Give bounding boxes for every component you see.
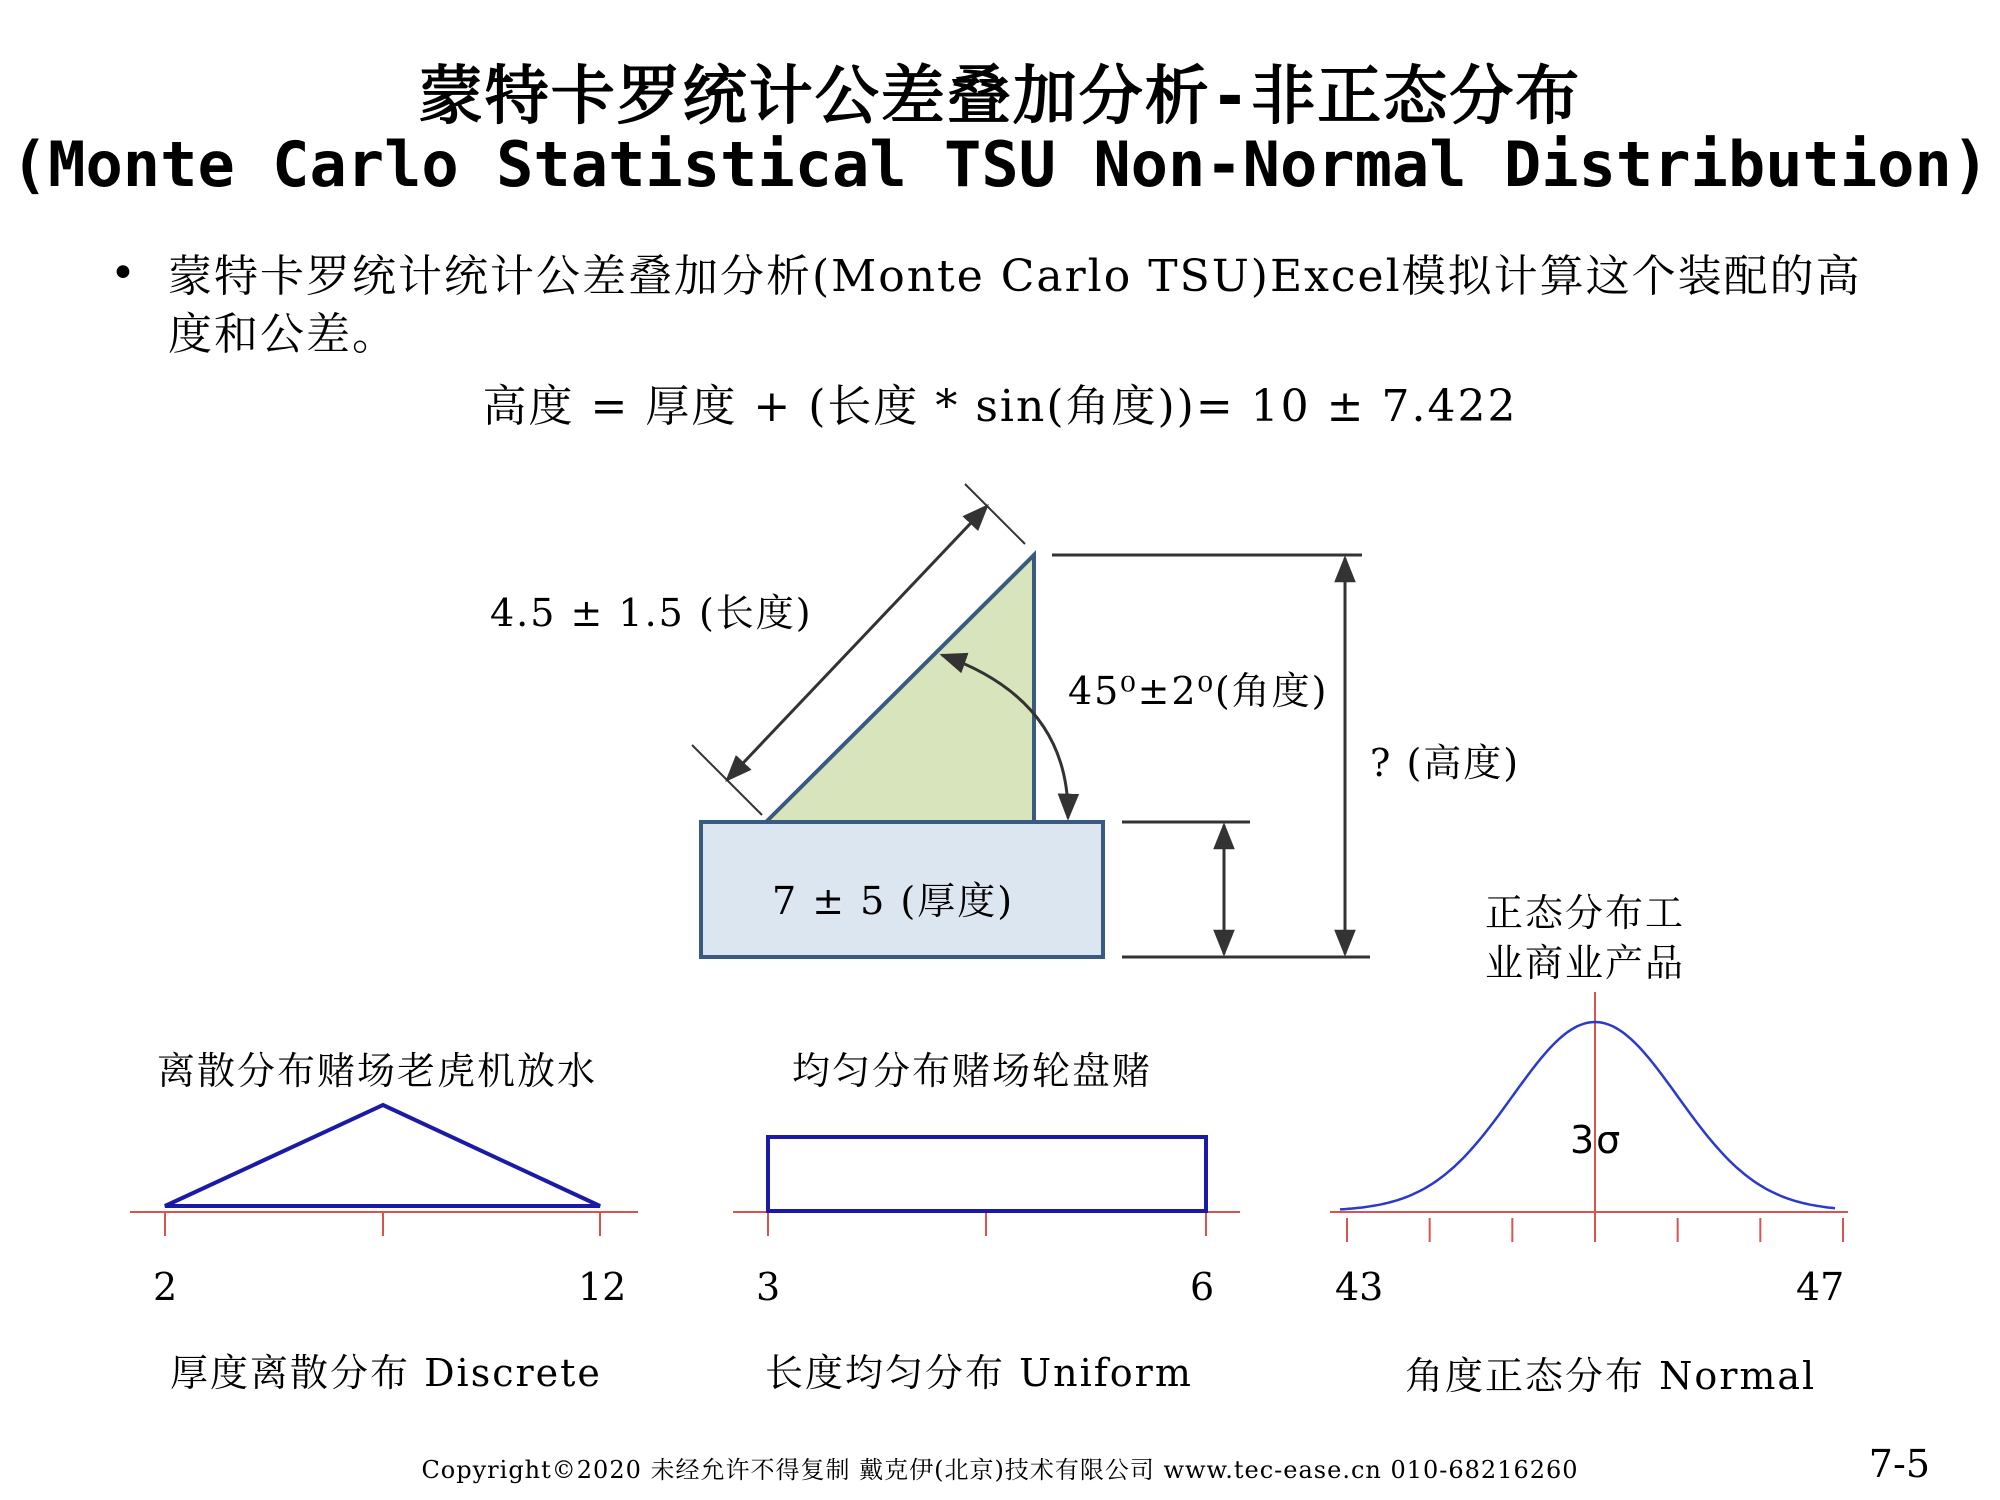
uniform-title: 均匀分布赌场轮盘赌 [792,1049,1153,1093]
thickness-label: 7 ± 5 (厚度) [772,879,1015,923]
angle-label: 45⁰±2⁰(角度) [1068,669,1329,713]
uniform-min-value: 3 [756,1265,781,1309]
uniform-caption: 长度均匀分布 Uniform [765,1351,1193,1395]
normal-caption: 角度正态分布 Normal [1405,1354,1817,1398]
normal-distribution-plot [1330,992,1848,1242]
height-label: ? (高度) [1370,741,1521,785]
discrete-caption: 厚度离散分布 Discrete [170,1351,602,1395]
uniform-distribution-plot [733,1137,1240,1236]
discrete-title: 离散分布赌场老虎机放水 [157,1049,598,1093]
length-extension-top [965,484,1025,544]
normal-min-value: 43 [1335,1265,1384,1309]
uniform-max-value: 6 [1190,1265,1215,1309]
discrete-triangle [165,1105,600,1206]
uniform-rectangle [768,1137,1206,1211]
normal-note-line1: 正态分布工 [1485,891,1686,935]
discrete-min-value: 2 [153,1265,178,1309]
page-number: 7-5 [1868,1442,1930,1486]
normal-note-line2: 业商业产品 [1485,941,1686,985]
title-chinese: 蒙特卡罗统计公差叠加分析-非正态分布 [418,60,1582,134]
length-label: 4.5 ± 1.5 (长度) [490,591,813,635]
formula: 高度 = 厚度 + (长度 * sin(角度))= 10 ± 7.422 [482,381,1518,432]
discrete-distribution-plot [130,1105,638,1236]
title-english: (Monte Carlo Statistical TSU Non-Normal Distribution) [10,128,1990,201]
bullet-marker: • [110,248,136,299]
bullet-text: 蒙特卡罗统计统计公差叠加分析(Monte Carlo TSU)Excel模拟计算这个装配的高度和公差。 [168,251,1862,360]
discrete-max-value: 12 [578,1265,627,1309]
footer-copyright: Copyright©2020 未经允许不得复制 戴克伊(北京)技术有限公司 www.tec-ease.cn 010-68216260 [421,1456,1579,1484]
sigma-label: 3σ [1570,1118,1623,1162]
normal-max-value: 47 [1796,1265,1845,1309]
normal-curve [1340,1022,1835,1209]
